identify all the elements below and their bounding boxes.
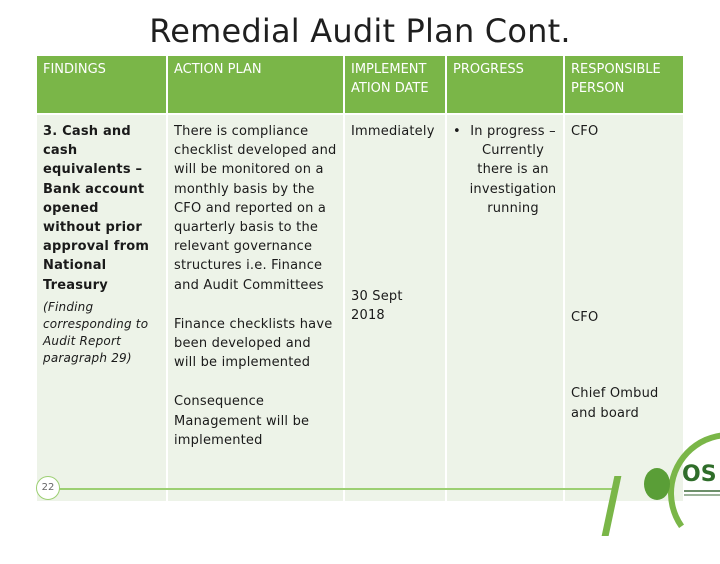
responsible-person-cell (564, 114, 683, 501)
responsible-item-2: CFO (571, 310, 599, 326)
finding-title: 3. Cash and cash equivalents – Bank account opened without prior approval from National Treasury (43, 124, 150, 293)
action-plan-cell (167, 114, 344, 501)
header-action-plan: ACTION PLAN (167, 56, 344, 114)
table-header-row (37, 56, 683, 114)
header-implementation-date: IMPLEMENT ATION DATE (344, 56, 446, 114)
date-item-2: 30 Sept 2018 (351, 289, 403, 324)
header-progress: PROGRESS (446, 56, 564, 114)
footer-divider (58, 488, 618, 490)
responsible-item-1: CFO (571, 124, 599, 139)
logo-text: OS (682, 462, 717, 487)
finding-note: (Finding corresponding to Audit Report paragraph 29) (43, 299, 149, 365)
date-item-1: Immediately (351, 124, 435, 139)
progress-item (453, 122, 557, 218)
header-findings: FINDINGS (37, 56, 167, 114)
responsible-item-3: Chief Ombud and board (571, 386, 659, 421)
table-row (37, 114, 683, 501)
implementation-date-cell (344, 114, 446, 501)
page-number: 22 (36, 476, 60, 500)
audit-plan-table (37, 56, 683, 501)
logo-circle-icon (644, 468, 670, 500)
action-item-1: There is compliance checklist developed and will be monitored on a monthly basis by the CFO and reported on a quarterly basis to the relevant governance structures i.e. Finance and Audit Committees (174, 124, 337, 293)
progress-text: In progress – Currently there is an investigation running (469, 124, 557, 216)
slide-title: Remedial Audit Plan Cont. (149, 12, 571, 50)
action-item-3: Consequence Management will be implemented (174, 394, 310, 448)
logo-subtext-lines (684, 490, 720, 492)
findings-cell (37, 114, 167, 501)
header-responsible-person: RESPONSIBLE PERSON (564, 56, 683, 114)
action-item-2: Finance checklists have been developed and will be implemented (174, 316, 333, 371)
bullet-icon: • (453, 124, 461, 139)
progress-cell (446, 114, 564, 501)
